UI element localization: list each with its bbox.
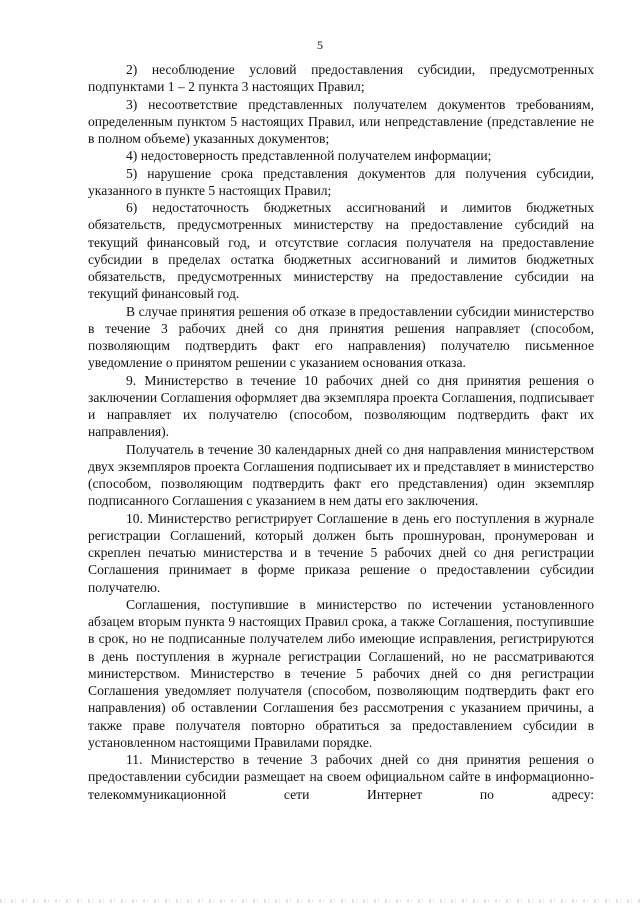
paragraph-late-agreements: Соглашения, поступившие в министерство по истечении установленного абзацем вторым пункта 9 настоящих Правил срока, а также Соглашения, поступившие в срок, но не подписанные получателем либо имеющие исправления, регистрируются в день поступления в журнале регистрации Соглашений, но не рассматриваются министерством. Министерство в течение 5 рабочих дней со дня регистрации Соглашения уведомляет получателя (способом, позволяющим подтвердить факт его направления) об оставлении Соглашения без рассмотрения с указанием причины, а также праве получателя повторно обратиться за предоставлением субсидии в установленном настоящими Правилами порядке. <box>88 596 594 750</box>
scan-edge-artifact <box>0 899 640 903</box>
paragraph-subitem-2: 2) несоблюдение условий предоставления субсидии, предусмотренных подпунктами 1 – 2 пункта 3 настоящих Правил; <box>88 62 594 95</box>
paragraph-subitem-4: 4) недостоверность представленной получателем информации; <box>126 148 492 164</box>
paragraph-item-11: 11. Министерство в течение 3 рабочих дней со дня принятия решения о предоставлении субсидии размещает на своем официальном сайте в информационно-телекоммуникационной сети Интернет по адресу: <box>88 752 594 802</box>
paragraph-subitem-6: 6) недостаточность бюджетных ассигнований и лимитов бюджетных обязательств, предусмотренных министерству на предоставление субсидий на текущий финансовый год, и отсутствие согласия получателя на предоставление субсидии в пределах остатка бюджетных ассигнований и лимитов бюджетных обязательств, предусмотренных министерству на предоставление субсидии на текущий финансовый год. <box>88 200 594 302</box>
paragraph-item-9: 9. Министерство в течение 10 рабочих дней со дня принятия решения о заключении Соглашения оформляет два экземпляра проекта Соглашения, подписывает и направляет их получателю (способом, позволяющим подтвердить факт их направления). <box>88 372 594 440</box>
document-body <box>88 61 594 803</box>
paragraph-refusal-notice: В случае принятия решения об отказе в предоставлении субсидии министерство в течение 3 рабочих дней со дня принятия решения направляет (способом, позволяющим подтвердить факт его направления) получателю письменное уведомление о принятом решении с указанием основания отказа. <box>88 303 594 371</box>
paragraph-subitem-3: 3) несоответствие представленных получателем документов требованиям, определенным пунктом 5 настоящих Правил, или непредставление (представление не в полном объеме) указанных документов; <box>88 96 594 146</box>
paragraph-subitem-5: 5) нарушение срока представления документов для получения субсидии, указанного в пункте 5 настоящих Правил; <box>88 165 594 198</box>
page-number: 5 <box>317 38 323 52</box>
paragraph-item-10: 10. Министерство регистрирует Соглашение в день его поступления в журнале регистрации Соглашений, который должен быть прошнурован, пронумерован и скреплен печатью министерства и в течение 5 рабочих дней со дня регистрации Соглашения принимает в форме приказа решение о предоставлении субсидии получателю. <box>88 510 594 595</box>
paragraph-recipient-signing: Получатель в течение 30 календарных дней со дня направления министерством двух экземпляров проекта Соглашения подписывает их и представляет в министерство (способом, позволяющим подтвердить факт его представления) один экземпляр подписанного Соглашения с указанием в нем даты его заключения. <box>88 441 594 509</box>
